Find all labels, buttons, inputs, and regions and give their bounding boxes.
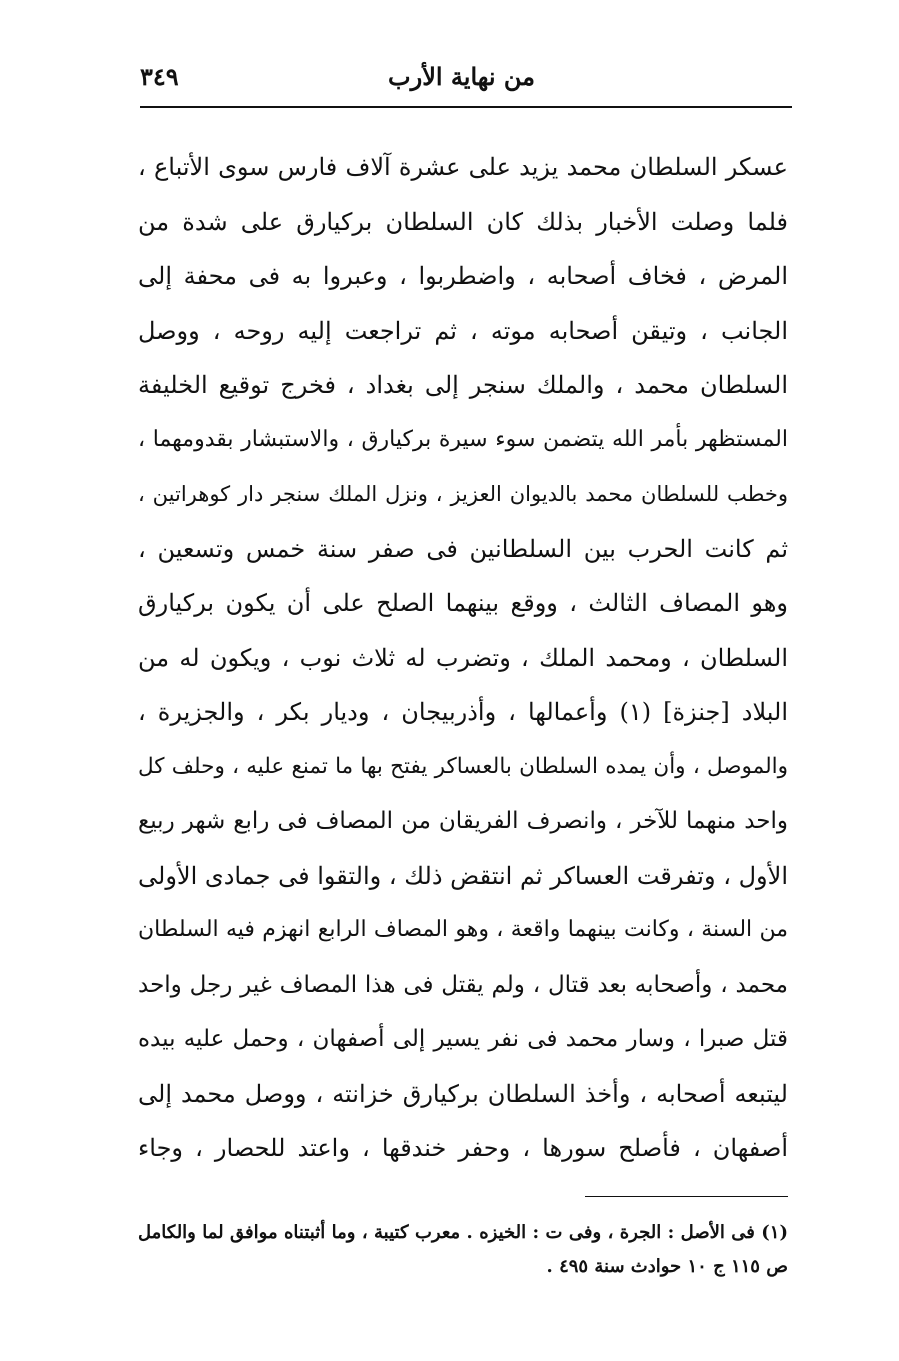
body-text: [138, 140, 788, 1176]
header-rule: [140, 106, 792, 108]
text-line: المرض ، فخاف أصحابه ، واضطربوا ، وعبروا به فى محفة إلى: [138, 262, 788, 290]
text-line: البلاد [جنزة] (١) وأعمالها ، وأذربيجان ، وديار بكر ، والجزيرة ،: [138, 698, 788, 726]
text-line: السلطان ، ومحمد الملك ، وتضرب له ثلاث نوب ، ويكون له من: [138, 643, 788, 672]
text-line: من السنة ، وكانت بينهما واقعة ، وهو المصاف الرابع انهزم فيه السلطان: [138, 917, 788, 942]
page-header: [140, 58, 790, 104]
page-number: ٣٤٩: [140, 62, 179, 91]
text-line: قتل صبرا ، وسار محمد فى نفر يسير إلى أصفهان ، وحمل عليه بيده: [138, 1026, 788, 1052]
text-line: عسكر السلطان محمد يزيد على عشرة آلاف فارس سوى الأتباع ،: [138, 153, 788, 181]
text-line: واحد منهما للآخر ، وانصرف الفريقان من المصاف فى رابع شهر ربيع: [138, 808, 788, 834]
text-line: ليتبعه أصحابه ، وأخذ السلطان بركيارق خزانته ، ووصل محمد إلى: [138, 1079, 788, 1108]
footnote-line: ص ١١٥ ج ١٠ حوادث سنة ٤٩٥ .: [546, 1256, 788, 1277]
text-line: وخطب للسلطان محمد بالديوان العزيز ، ونزل الملك سنجر دار كوهراتين ،: [138, 482, 788, 506]
text-line: والموصل ، وأن يمده السلطان بالعساكر يفتح بها ما تمنع عليه ، وحلف كل: [138, 753, 788, 779]
footnote-rule: [585, 1196, 788, 1197]
text-line: المستظهر بأمر الله يتضمن سوء سيرة بركيارق ، والاستبشار بقدومهما ،: [138, 426, 788, 452]
footnotes: [138, 1216, 788, 1284]
text-line: أصفهان ، فأصلح سورها ، وحفر خندقها ، واعتد للحصار ، وجاء: [138, 1134, 788, 1162]
footnote-line: (١) فى الأصل : الجرة ، وفى ت : الخيزه . معرب كتيبة ، وما أثبتناه موافق لما والكامل: [138, 1222, 788, 1243]
running-title: من نهاية الأرب: [388, 62, 535, 91]
text-line: ثم كانت الحرب بين السلطانين فى صفر سنة خمس وتسعين ،: [138, 534, 788, 563]
text-line: محمد ، وأصحابه بعد قتال ، ولم يقتل فى هذا المصاف غير رجل واحد: [138, 971, 788, 998]
text-line: فلما وصلت الأخبار بذلك كان السلطان بركيارق على شدة من: [138, 207, 788, 236]
text-line: الأول ، وتفرقت العساكر ثم انتقض ذلك ، والتقوا فى جمادى الأولى: [138, 861, 788, 890]
text-line: الجانب ، وتيقن أصحابه موته ، ثم تراجعت إليه روحه ، ووصل: [138, 316, 788, 345]
text-line: السلطان محمد ، والملك سنجر إلى بغداد ، فخرج توقيع الخليفة: [138, 371, 788, 399]
text-line: وهو المصاف الثالث ، ووقع بينهما الصلح على أن يكون بركيارق: [138, 589, 788, 617]
